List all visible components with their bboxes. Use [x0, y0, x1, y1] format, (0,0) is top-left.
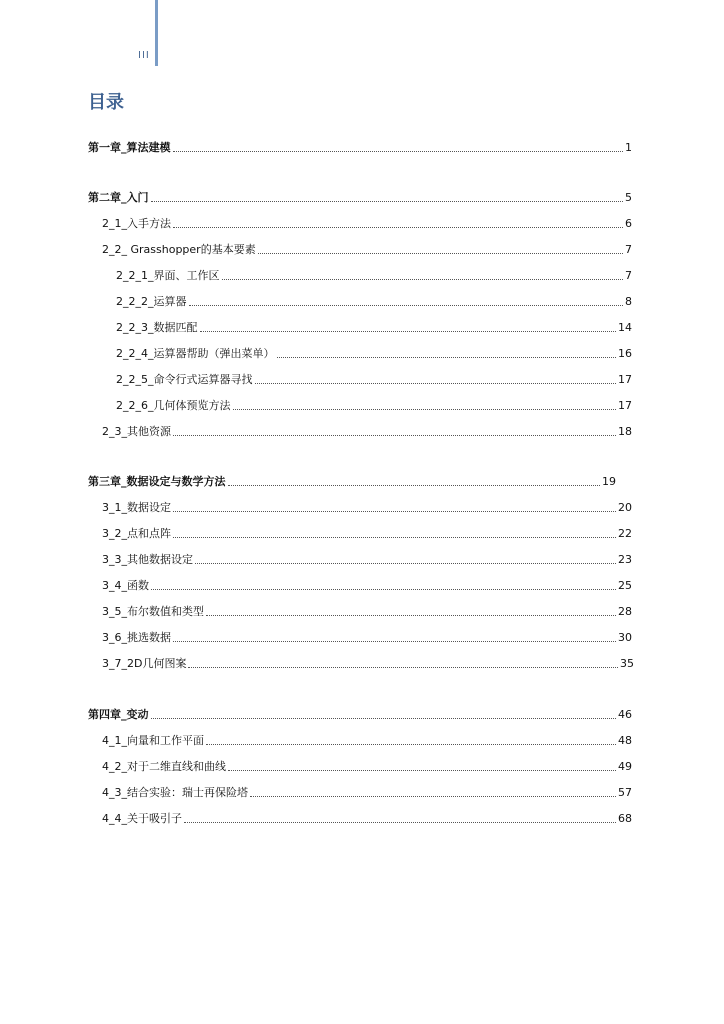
toc-entry-section[interactable]: [102, 239, 632, 257]
toc-entry-page: 6: [625, 217, 632, 230]
toc-entry-page: 48: [618, 734, 632, 747]
toc-entry-subsection[interactable]: [116, 343, 632, 361]
toc-entry-section[interactable]: [102, 213, 632, 231]
toc-entry-page: 14: [618, 321, 632, 334]
dot-leader: [151, 589, 616, 590]
toc-entry-label: 2_2_2_运算器: [116, 295, 187, 308]
dot-leader: [188, 667, 618, 668]
dot-leader: [250, 796, 616, 797]
toc-entry-label: 2_2_4_运算器帮助（弹出菜单）: [116, 347, 275, 360]
toc-entry-page: 57: [618, 786, 632, 799]
toc-entry-page: 1: [625, 141, 632, 154]
toc-entry-page: 7: [625, 243, 632, 256]
toc-entry-label: 第四章_变动: [88, 708, 149, 721]
toc-entry-section[interactable]: [102, 549, 632, 567]
dot-leader: [151, 201, 624, 202]
dot-leader: [255, 383, 617, 384]
toc-entry-page: 23: [618, 553, 632, 566]
toc-entry-section[interactable]: [102, 730, 632, 748]
dot-leader: [151, 718, 617, 719]
dot-leader: [206, 744, 616, 745]
dot-leader: [277, 357, 617, 358]
toc-entry-subsection[interactable]: [116, 317, 632, 335]
toc-entry-section[interactable]: [102, 627, 632, 645]
toc-entry-label: 3_2_点和点阵: [102, 527, 171, 540]
toc-entry-section[interactable]: [102, 782, 632, 800]
toc-entry-section[interactable]: [102, 497, 632, 515]
toc-entry-label: 2_2_6_几何体预览方法: [116, 399, 231, 412]
toc-entry-label: 4_4_关于吸引子: [102, 812, 182, 825]
dot-leader: [173, 641, 616, 642]
toc-entry-chapter-4[interactable]: [88, 704, 632, 722]
header-divider: [155, 0, 158, 66]
dot-leader: [233, 409, 617, 410]
toc-entry-subsection[interactable]: [116, 369, 632, 387]
dot-leader: [222, 279, 624, 280]
toc-entry-label: 3_3_其他数据设定: [102, 553, 193, 566]
toc-entry-page: 17: [618, 373, 632, 386]
dot-leader: [173, 511, 616, 512]
toc-entry-label: 3_7_2D几何图案: [102, 657, 187, 670]
toc-entry-section[interactable]: [102, 756, 632, 774]
toc-entry-subsection[interactable]: [116, 265, 632, 283]
toc-entry-page: 8: [625, 295, 632, 308]
toc-entry-label: 2_2_1_界面、工作区: [116, 269, 220, 282]
dot-leader: [200, 331, 617, 332]
toc-entry-label: 2_3_其他资源: [102, 425, 171, 438]
toc-entry-chapter-1[interactable]: [88, 137, 632, 155]
toc-entry-section[interactable]: [102, 808, 632, 826]
toc-entry-page: 18: [618, 425, 632, 438]
toc-entry-page: 17: [618, 399, 632, 412]
toc-entry-subsection[interactable]: [116, 291, 632, 309]
toc-entry-label: 3_4_函数: [102, 579, 149, 592]
toc-entry-page: 35: [620, 657, 634, 670]
toc-entry-section[interactable]: [102, 575, 632, 593]
dot-leader: [258, 253, 623, 254]
toc-entry-page: 16: [618, 347, 632, 360]
toc-entry-page: 25: [618, 579, 632, 592]
toc-entry-page: 49: [618, 760, 632, 773]
toc-entry-label: 4_1_向量和工作平面: [102, 734, 204, 747]
toc-entry-label: 3_5_布尔数值和类型: [102, 605, 204, 618]
toc-entry-section[interactable]: [102, 421, 632, 439]
toc-entry-page: 30: [618, 631, 632, 644]
toc-entry-label: 2_2_5_命令行式运算器寻找: [116, 373, 253, 386]
toc-entry-label: 4_3_结合实验：瑞士再保险塔: [102, 786, 248, 799]
dot-leader: [189, 305, 624, 306]
dot-leader: [184, 822, 616, 823]
toc-entry-page: 46: [618, 708, 632, 721]
toc-entry-label: 2_2_ Grasshopper的基本要素: [102, 243, 256, 256]
toc-entry-page: 28: [618, 605, 632, 618]
toc-entry-section[interactable]: [102, 601, 632, 619]
dot-leader: [206, 615, 616, 616]
toc-entry-label: 4_2_对于二维直线和曲线: [102, 760, 226, 773]
toc-entry-label: 3_6_挑选数据: [102, 631, 171, 644]
page-number: III: [138, 50, 150, 61]
dot-leader: [228, 770, 616, 771]
toc-entry-label: 3_1_数据设定: [102, 501, 171, 514]
toc-title: 目录: [88, 92, 124, 113]
toc-entry-label: 第二章_入门: [88, 191, 149, 204]
toc-entry-section[interactable]: [102, 523, 632, 541]
toc-entry-page: 19: [602, 475, 616, 488]
toc-entry-chapter-2[interactable]: [88, 187, 632, 205]
dot-leader: [173, 227, 623, 228]
toc-entry-page: 7: [625, 269, 632, 282]
toc-entry-page: 20: [618, 501, 632, 514]
dot-leader: [195, 563, 616, 564]
toc-entry-label: 第三章_数据设定与数学方法: [88, 475, 226, 488]
dot-leader: [173, 435, 616, 436]
toc-entry-label: 第一章_算法建模: [88, 141, 171, 154]
toc-entry-section[interactable]: [102, 653, 634, 671]
toc-entry-page: 5: [625, 191, 632, 204]
toc-entry-label: 2_1_入手方法: [102, 217, 171, 230]
dot-leader: [228, 485, 601, 486]
toc-entry-page: 22: [618, 527, 632, 540]
toc-entry-chapter-3[interactable]: [88, 471, 616, 489]
toc-entry-label: 2_2_3_数据匹配: [116, 321, 198, 334]
dot-leader: [173, 537, 616, 538]
toc-entry-page: 68: [618, 812, 632, 825]
dot-leader: [173, 151, 624, 152]
toc-entry-subsection[interactable]: [116, 395, 632, 413]
